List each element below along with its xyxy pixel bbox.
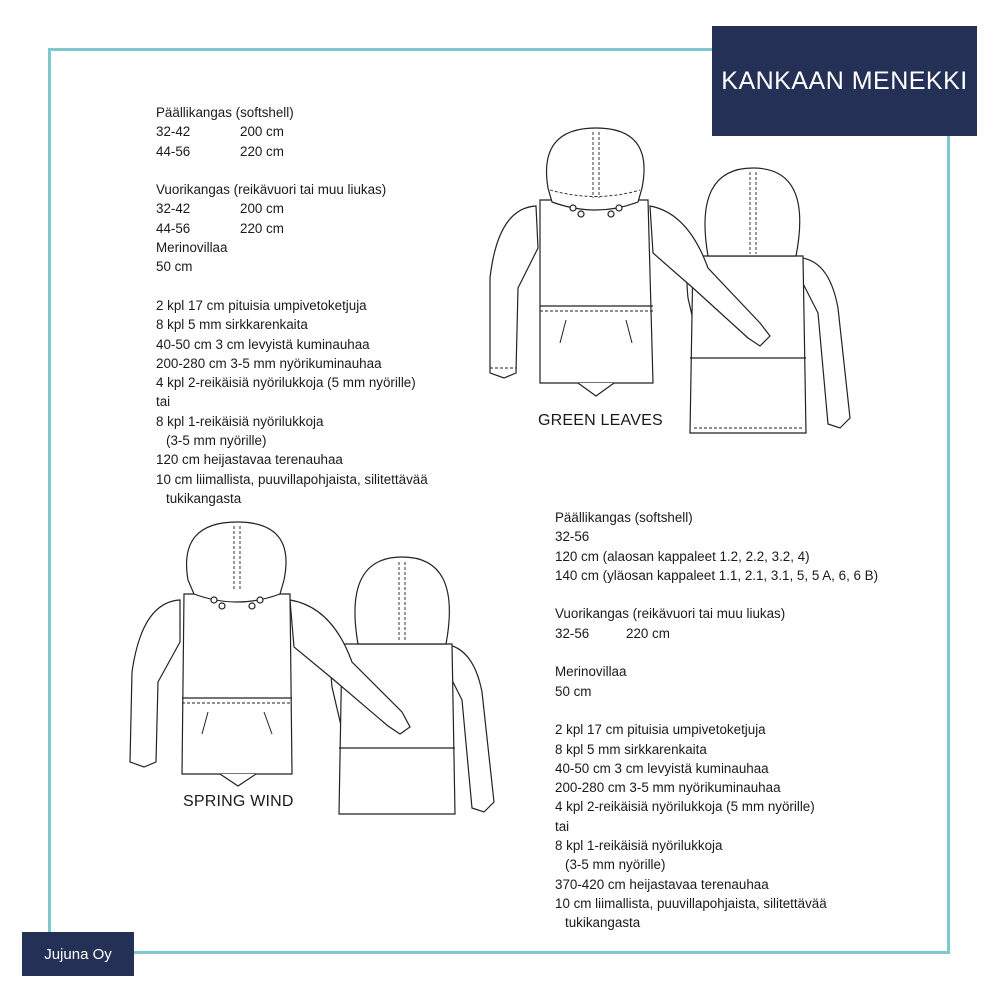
merino-amount: 50 cm — [555, 683, 592, 699]
notion-item: 10 cm liimallista, puuvillapohjaista, silitettävää — [156, 471, 428, 487]
notion-item: 8 kpl 1-reikäisiä nyörilukkoja — [156, 413, 324, 429]
size-row: 32-42 200 cm — [156, 201, 284, 217]
notion-item: 10 cm liimallista, puuvillapohjaista, silitettävää — [555, 895, 827, 911]
notion-item: 370-420 cm heijastavaa terenauhaa — [555, 876, 769, 892]
main-fabric-line: 120 cm (alaosan kappaleet 1.2, 2.2, 3.2, 4) — [555, 548, 810, 564]
notion-item: tukikangasta — [565, 915, 641, 931]
lining-heading: Vuorikangas (reikävuori tai muu liukas) — [555, 606, 786, 622]
notion-item: 4 kpl 2-reikäisiä nyörilukkoja (5 mm nyörille) — [156, 375, 416, 391]
size-row: 32-56 220 cm — [555, 625, 670, 641]
merino-heading: Merinovillaa — [555, 664, 627, 680]
notion-item: 2 kpl 17 cm pituisia umpivetoketjuja — [555, 722, 766, 738]
notion-item: (3-5 mm nyörille) — [166, 433, 267, 449]
notion-item: 120 cm heijastavaa terenauhaa — [156, 452, 343, 468]
notion-item: 8 kpl 5 mm sirkkarenkaita — [555, 741, 707, 757]
lining-heading: Vuorikangas (reikävuori tai muu liukas) — [156, 182, 387, 198]
green-leaves-jacket-sketch — [478, 128, 878, 440]
design-name-label: SPRING WIND — [183, 793, 294, 810]
size-row: 32-42 200 cm — [156, 124, 284, 140]
notion-item: (3-5 mm nyörille) — [565, 857, 666, 873]
notion-item: 200-280 cm 3-5 mm nyörikuminauhaa — [156, 355, 382, 371]
fabric-requirements-1 — [156, 103, 428, 508]
notion-item: 8 kpl 1-reikäisiä nyörilukkoja — [555, 838, 723, 854]
notion-item: 8 kpl 5 mm sirkkarenkaita — [156, 317, 308, 333]
merino-amount: 50 cm — [156, 259, 193, 275]
notion-item: 40-50 cm 3 cm levyistä kuminauhaa — [156, 336, 370, 352]
notion-item: 40-50 cm 3 cm levyistä kuminauhaa — [555, 760, 769, 776]
notion-item: 2 kpl 17 cm pituisia umpivetoketjuja — [156, 297, 367, 313]
notion-item: tai — [555, 818, 570, 834]
main-fabric-line: 140 cm (yläosan kappaleet 1.1, 2.1, 3.1, 5, 5 A, 6, 6 B) — [555, 567, 879, 583]
size-row: 44-56 220 cm — [156, 220, 284, 236]
size-row: 44-56 220 cm — [156, 143, 284, 159]
design-name-label: GREEN LEAVES — [538, 412, 663, 429]
merino-heading: Merinovillaa — [156, 240, 228, 256]
spring-wind-jacket-sketch — [122, 522, 522, 822]
main-fabric-heading: Päällikangas (softshell) — [555, 510, 693, 525]
size-range: 32-56 — [555, 529, 590, 545]
notion-item: 200-280 cm 3-5 mm nyörikuminauhaa — [555, 780, 781, 796]
fabric-requirements-2 — [555, 508, 878, 933]
notion-item: tai — [156, 394, 171, 410]
notion-item: 4 kpl 2-reikäisiä nyörilukkoja (5 mm nyörille) — [555, 799, 815, 815]
main-fabric-heading: Päällikangas (softshell) — [156, 105, 294, 120]
company-footer: Jujuna Oy — [22, 932, 134, 976]
page-title: KANKAAN MENEKKI — [712, 26, 977, 136]
notion-item: tukikangasta — [166, 490, 242, 506]
